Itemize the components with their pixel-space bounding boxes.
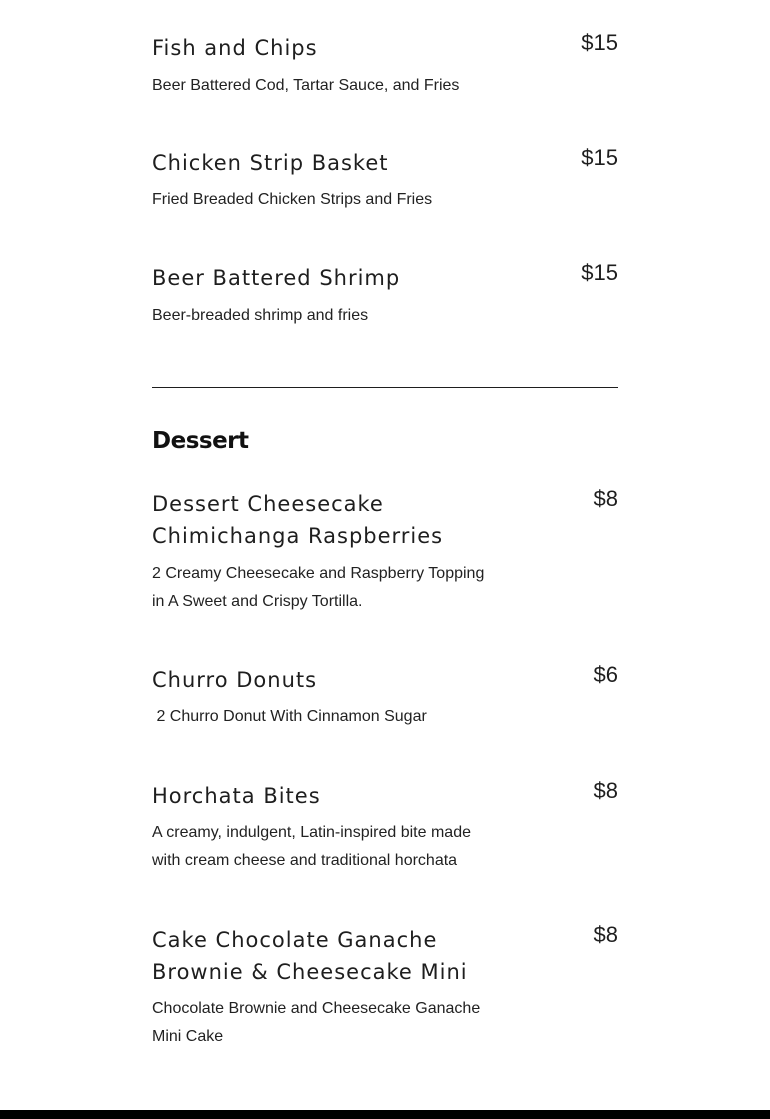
menu-item-price: $8 bbox=[593, 486, 618, 511]
menu-item-price: $15 bbox=[581, 260, 618, 285]
menu-item-name: Chicken Strip Basket bbox=[152, 151, 389, 175]
menu-item-description: Chocolate Brownie and Cheesecake Ganache Mini Cake bbox=[152, 1000, 481, 1045]
menu-item-description: Beer-breaded shrimp and fries bbox=[152, 307, 369, 324]
footer-bar bbox=[0, 1110, 770, 1119]
menu-item-price: $8 bbox=[593, 922, 618, 947]
menu-item-name: Fish and Chips bbox=[152, 36, 318, 60]
menu-item-price: $15 bbox=[581, 145, 618, 170]
menu-item-price: $15 bbox=[581, 30, 618, 55]
menu-item-description: 2 Creamy Cheesecake and Raspberry Topping in A Sweet and Crispy Tortilla. bbox=[152, 565, 485, 610]
menu-item-name: Beer Battered Shrimp bbox=[152, 266, 401, 290]
menu-item-name: Cake Chocolate Ganache Brownie & Cheesecake Mini bbox=[152, 928, 468, 984]
menu-item-name: Dessert Cheesecake Chimichanga Raspberries bbox=[152, 492, 444, 548]
section-divider bbox=[152, 387, 618, 388]
menu-item-description: Fried Breaded Chicken Strips and Fries bbox=[152, 191, 433, 208]
menu-item-price: $8 bbox=[593, 778, 618, 803]
menu-item-name: Churro Donuts bbox=[152, 668, 318, 692]
menu-item-name: Horchata Bites bbox=[152, 784, 321, 808]
menu-item-description: Beer Battered Cod, Tartar Sauce, and Fries bbox=[152, 77, 460, 94]
menu-item-description: A creamy, indulgent, Latin-inspired bite made with cream cheese and traditional horchata bbox=[152, 824, 471, 869]
menu-item-price: $6 bbox=[593, 662, 618, 687]
menu-item-description: 2 Churro Donut With Cinnamon Sugar bbox=[152, 708, 427, 725]
section-title: Dessert bbox=[152, 428, 249, 454]
